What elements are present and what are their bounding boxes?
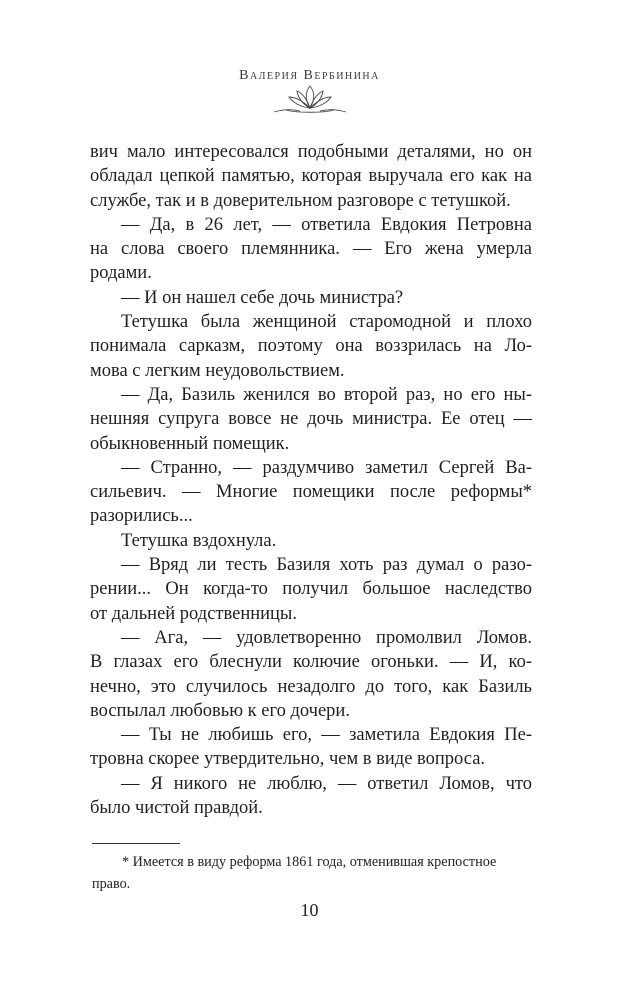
text-line: Тетушка вздохнула. <box>121 530 277 551</box>
text-line: нешняя супруга вовсе не дочь министра. Ее отец — <box>90 409 532 430</box>
text-line: обыкновенный помещик. <box>90 433 290 454</box>
text-line: было чистой правдой. <box>90 798 263 819</box>
text-line: — Ага, — удовлетворенно промолвил Ломов. <box>121 627 532 648</box>
text-line: — Я никого не люблю, — ответил Ломов, что <box>121 773 532 794</box>
text-line: обладал цепкой памятью, которая выручала его как на <box>90 166 532 187</box>
text-line: — Странно, — раздумчиво заметил Сергей Ва- <box>121 457 532 478</box>
footnote-line: * Имеется в виду реформа 1861 года, отменившая крепостное <box>122 854 497 870</box>
text-line: — Вряд ли тесть Базиля хоть раз думал о разо- <box>121 555 532 576</box>
text-line: Тетушка была женщиной старомодной и плохо <box>121 312 532 333</box>
text-line: разорились... <box>90 506 193 527</box>
text-line: В глазах его блеснули колючие огоньки. — И, ко- <box>90 652 532 673</box>
lotus-icon <box>264 82 356 116</box>
running-header <box>0 68 619 116</box>
text-line: службе, так и в доверительном разговоре с тетушкой. <box>90 190 511 211</box>
text-line: от дальней родственницы. <box>90 603 297 624</box>
footnote-line: право. <box>92 876 131 892</box>
footnote <box>92 851 532 895</box>
text-line: — И он нашел себе дочь министра? <box>121 287 404 308</box>
page-number: 10 <box>300 900 319 920</box>
text-line: понимала сарказм, поэтому она воззрилась на Ло- <box>90 336 532 357</box>
text-line: — Да, Базиль женился во второй раз, но его ны- <box>121 384 532 405</box>
text-line: вич мало интересовался подобными деталями, но он <box>90 142 532 162</box>
text-line: — Да, в 26 лет, — ответила Евдокия Петровна <box>121 214 532 235</box>
text-line: нечно, это случилось незадолго до того, как Базиль <box>90 676 532 697</box>
body-text <box>90 140 532 820</box>
text-line: — Ты не любишь его, — заметила Евдокия Пе- <box>121 725 532 746</box>
text-line: родами. <box>90 263 152 284</box>
text-line: воспылал любовью к его дочери. <box>90 700 350 721</box>
text-line: на слова своего племянника. — Его жена умерла <box>90 239 532 260</box>
author-name: Валерия Вербинина <box>239 68 380 83</box>
text-line: мова с легким неудовольствием. <box>90 360 345 381</box>
text-line: рении... Он когда-то получил большое наследство <box>90 579 532 600</box>
text-line: тровна скорее утвердительно, чем в виде вопроса. <box>90 749 486 770</box>
text-line: сильевич. — Многие помещики после реформы* <box>90 482 532 503</box>
footnote-divider <box>92 843 180 844</box>
